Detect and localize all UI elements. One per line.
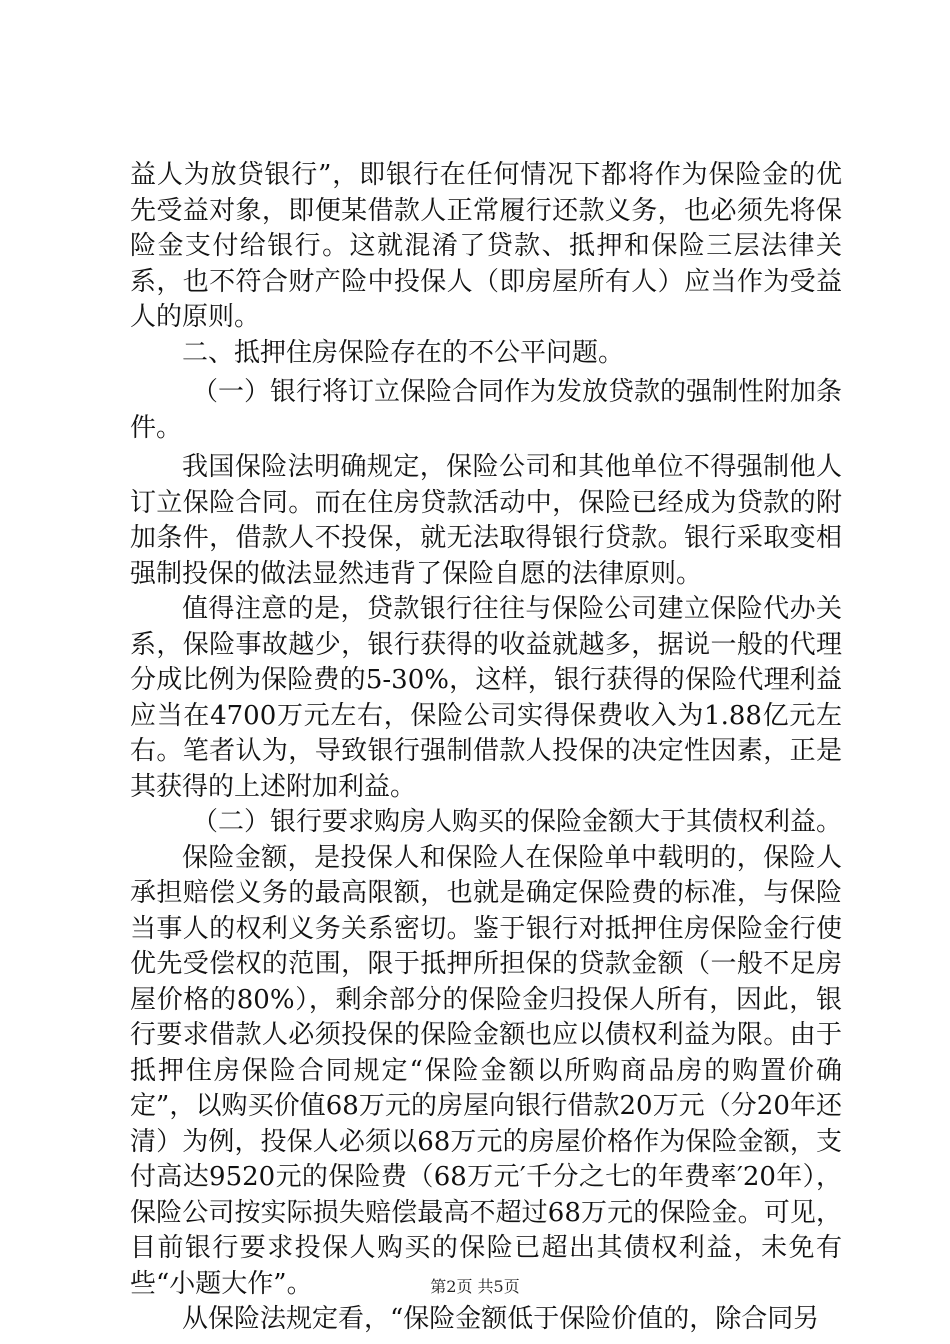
paragraph-insurance-law-provision: 从保险法规定看，“保险金额低于保险价值的，除合同另 [182, 1304, 820, 1334]
paragraph-agency-relation: 值得注意的是，贷款银行往往与保险公司建立保险代办关系，保险事故越少，银行获得的收益就越多，据说一般的代理分成比例为保险费的5-30%，这样，银行获得的保险代理利益应当在4700万元左右，保险公司实得保费收入为1.88亿元左右。笔者认为，导致银行强制借款人投保的决定性因素，正是其获得的上述附加利益。 [130, 594, 842, 802]
paragraph-insurance-law: 我国保险法明确规定，保险公司和其他单位不得强制他人订立保险合同。而在住房贷款活动中，保险已经成为贷款的附加条件，借款人不投保，就无法取得银行贷款。银行采取变相强制投保的做法显然违背了保险自愿的法律原则。 [130, 452, 842, 589]
paragraph-continuation: 益人为放贷银行”，即银行在任何情况下都将作为保险金的优先受益对象，即便某借款人正常履行还款义务，也必须先将保险金支付给银行。这就混淆了贷款、抵押和保险三层法律关系，也不符合财产险中投保人（即房屋所有人）应当作为受益人的原则。 [130, 160, 842, 332]
subsection-heading-1: （一）银行将订立保险合同作为发放贷款的强制性附加条件。 [130, 377, 843, 443]
page-number-footer: 第2页 共5页 [430, 1277, 520, 1296]
paragraph-insured-amount: 保险金额，是投保人和保险人在保险单中载明的，保险人承担赔偿义务的最高限额，也就是确定保险费的标准，与保险当事人的权利义务关系密切。鉴于银行对抵押住房保险金行使优先受偿权的范围，限于抵押所担保的贷款金额（一般不足房屋价格的80%），剩余部分的保险金归投保人所有，因此，银行要求借款人必须投保的保险金额也应以债权利益为限。由于抵押住房保险合同规定“保险金额以所购商品房的购置价确定”，以购买价值68万元的房屋向银行借款20万元（分20年还清）为例，投保人必须以68万元的房屋价格作为保险金额，支付高达9520元的保险费（68万元′千分之七的年费率′20年），保险公司按实际损失赔偿最高不超过68万元的保险金。可见，目前银行要求投保人购买的保险已超出其债权利益，未免有些“小题大作”。 [130, 842, 842, 1299]
document-body [130, 158, 842, 1338]
section-heading-2: 二、抵押住房保险存在的不公平问题。 [182, 337, 625, 368]
subsection-heading-2: （二）银行要求购房人购买的保险金额大于其债权利益。 [192, 807, 843, 837]
